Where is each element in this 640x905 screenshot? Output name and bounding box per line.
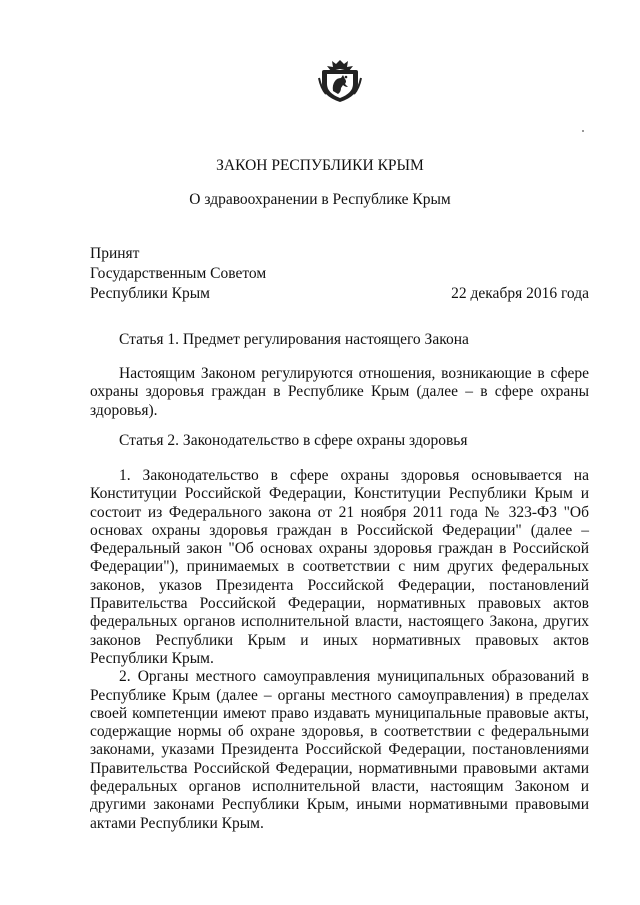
law-subtitle: О здравоохранении в Республике Крым (189, 191, 451, 208)
article-1-paragraph: Настоящим Законом регулируются отношения, возникающие в сфере охраны здоровья граждан в Республике Крым (далее – в сфере охраны здоровья). (90, 365, 589, 419)
adoption-line-3: Республики Крым (90, 285, 210, 302)
adoption-date: 22 декабря 2016 года (451, 285, 589, 302)
article-2-heading: Статья 2. Законодательство в сфере охраны здоровья (119, 432, 468, 449)
adoption-line-1: Принят (90, 245, 140, 262)
adoption-line-2: Государственным Советом (90, 265, 267, 282)
law-title: ЗАКОН РЕСПУБЛИКИ КРЫМ (216, 157, 424, 174)
article-2-body (90, 467, 589, 833)
scan-speck (582, 130, 584, 132)
article-2-paragraph-1: 1. Законодательство в сфере охраны здоровья основывается на Конституции Российской Федерации, Конституции Республики Крым и состоит из Федерального закона от 21 ноября 2011 года № 323-ФЗ "Об основах охраны здоровья граждан в Российской Федерации" (далее – Федеральный закон "Об основах охраны здоровья граждан в Российской Федерации"), принимаемых в соответствии с ним других федеральных законов, указов Президента Российской Федерации, постановлений Правительства Российской Федерации, нормативных правовых актов федеральных органов исполнительной власти, настоящего Закона, других законов Республики Крым и иных нормативных правовых актов Республики Крым. (90, 467, 589, 667)
article-1-heading: Статья 1. Предмет регулирования настоящего Закона (119, 331, 469, 348)
crimea-coat-of-arms-emblem (318, 58, 362, 104)
article-1-body (90, 365, 589, 420)
adoption-block (90, 244, 266, 304)
article-2-paragraph-2: 2. Органы местного самоуправления муниципальных образований в Республике Крым (далее – органы местного самоуправления) в пределах своей компетенции имеют право издавать муниципальные правовые акты, содержащие нормы об охране здоровья, в соответствии с федеральными законами, указами Президента Российской Федерации, постановлениями Правительства Российской Федерации, нормативными правовыми актами федеральных органов исполнительной власти, настоящим Законом и другими законами Республики Крым, иными нормативными правовыми актами Республики Крым. (90, 668, 589, 832)
